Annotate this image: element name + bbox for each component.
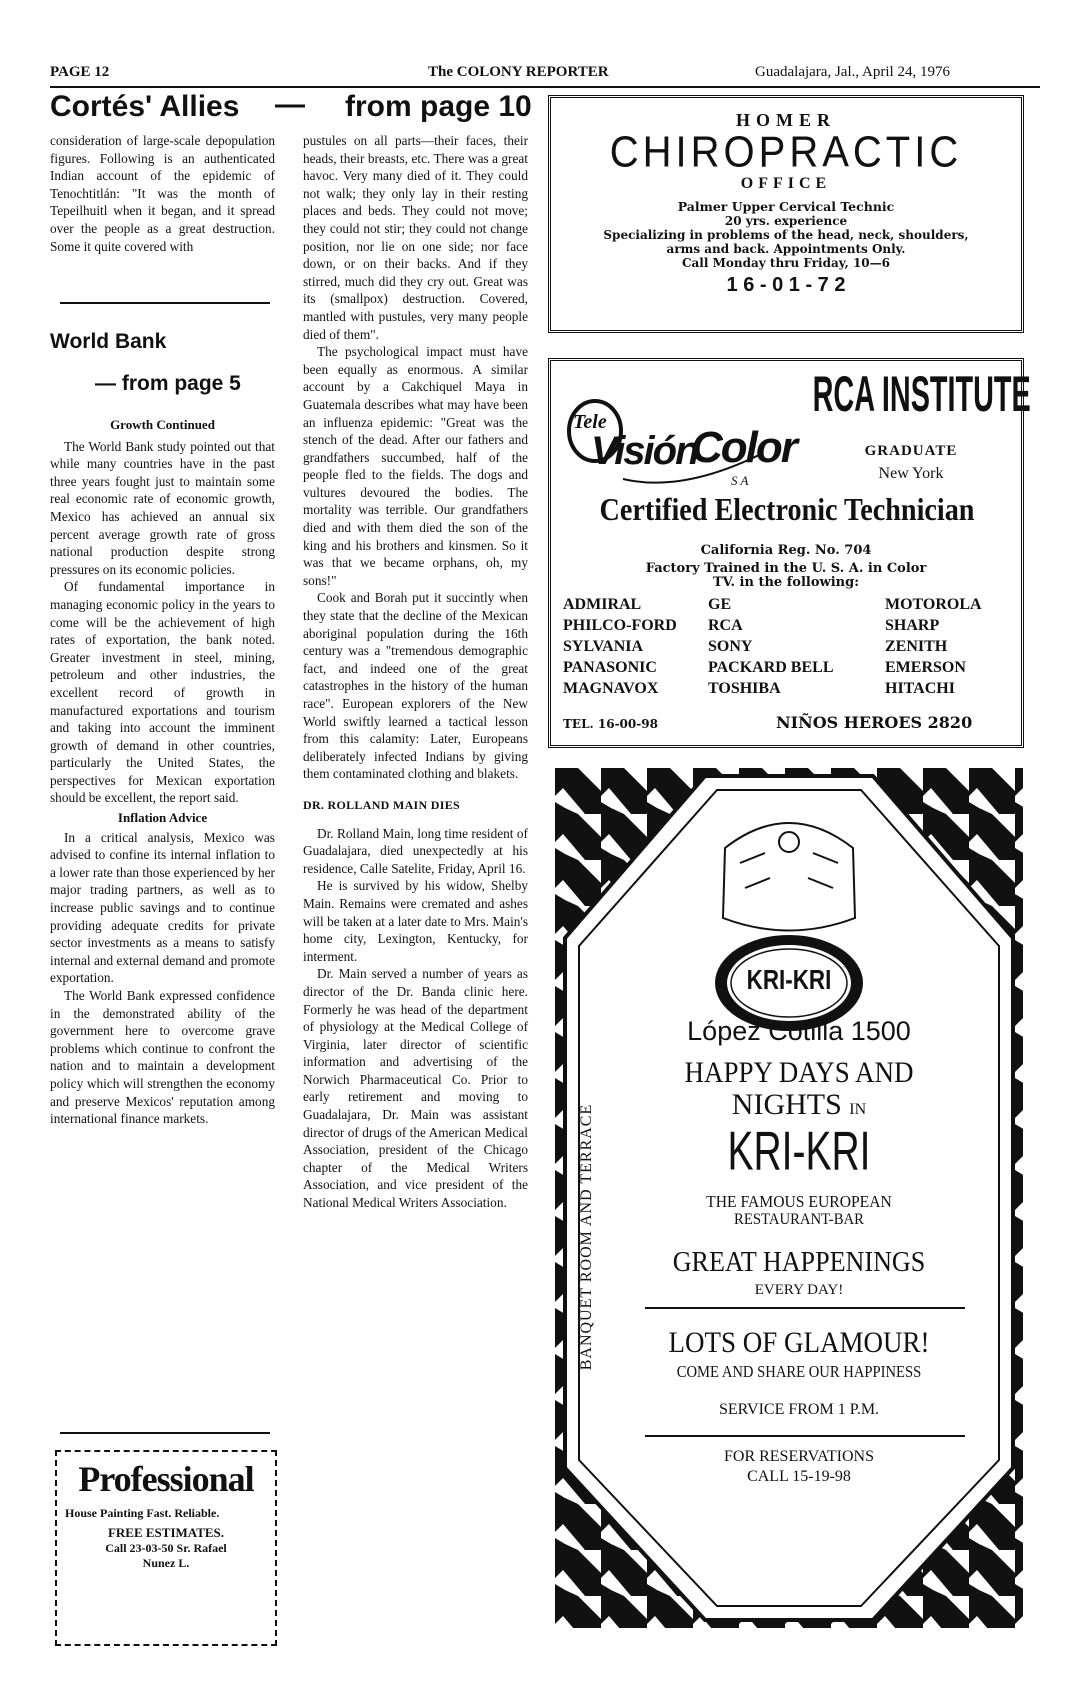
- chiro-title: CHIROPRACTIC: [609, 127, 963, 177]
- rca-brands: [563, 593, 1019, 713]
- professional-line1: House Painting Fast. Reliable.: [65, 1506, 220, 1520]
- brand: MAGNAVOX: [563, 680, 659, 697]
- professional-title: Professional: [78, 1459, 254, 1499]
- brand: ADMIRAL: [563, 596, 642, 613]
- brand: GE: [708, 596, 732, 613]
- krikri-happy2-line: [615, 1088, 983, 1122]
- brand: PHILCO-FORD: [563, 617, 677, 634]
- krikri-happy-in: IN: [849, 1101, 867, 1118]
- krikri-ad: [555, 768, 1023, 1628]
- worldbank-body: [50, 410, 275, 1128]
- worldbank-from: — from page 5: [95, 372, 241, 395]
- rca-trained2: TV. in the following:: [713, 575, 859, 590]
- krikri-service: SERVICE FROM 1 P.M.: [718, 1401, 880, 1418]
- cortes-title: Cortés' Allies: [50, 90, 240, 123]
- main-dies-para: Dr. Rolland Main, long time resident of Guadalajara, died unexpectedly at his residence, Calle Satelite, Friday, April 16.: [303, 825, 528, 876]
- chiro-line: Call Monday thru Friday, 10—6: [681, 256, 891, 270]
- rca-ad: [548, 358, 1031, 748]
- worldbank-para: The World Bank study pointed out that while many countries have in the past three years fought just to maintain some real economic rate of economic growth, Mexico has achieved an annual six percent average growth rate of gross national production despite strong pressures on its economic policies.: [50, 438, 275, 577]
- krikri-great: GREAT HAPPENINGS: [672, 1246, 926, 1278]
- cortes-col2-para: Cook and Borah put it succintly when they state that the decline of the Mexican aboriginal population during the 16th century was a "tremendous demographic fact, and indeed one of the great catastrophes in the history of the human race". European explorers of the New World swiftly learned a tactical lesson from this calamity: Later, Europeans deliberately infected Indians by giving them contaminated clothing and blakets.: [303, 590, 528, 782]
- dateline: Guadalajara, Jal., April 24, 1976: [755, 64, 950, 80]
- chiro-line: arms and back. Appointments Only.: [666, 242, 906, 256]
- televisioncolor-logo: [563, 383, 803, 493]
- brand: ZENITH: [885, 638, 948, 655]
- krikri-address: López Cotilla 1500: [687, 1016, 911, 1046]
- krikri-happy2: NIGHTS: [731, 1088, 842, 1121]
- worldbank-para: The World Bank expressed confidence in the demonstrated ability of the government here to overcome grave problems which continue to confront the nation and to maintain a development policy which will strengthen the economy and preserve Mexicos' reputation among international finance markets.: [50, 988, 275, 1127]
- krikri-side-text: BANQUET ROOM AND TERRACE: [578, 1103, 595, 1371]
- brand: PACKARD BELL: [708, 659, 834, 676]
- chiro-phone: 1 6 - 0 1 - 7 2: [726, 274, 846, 296]
- cortes-col1-para: consideration of large-scale depopulation figures. Following is an authenticated Indian account of the epidemic of Tenochtitlán: "It was the month of Tepeilhuitl when it began, and it spread over the people as a great destruction. Some it quite covered with: [50, 133, 275, 254]
- brand: SYLVANIA: [563, 638, 644, 655]
- professional-ad: [55, 1450, 277, 1646]
- rca-title: RCA INSTITUTE: [812, 367, 1031, 422]
- brand: MOTOROLA: [885, 596, 982, 613]
- brand: RCA: [708, 617, 743, 634]
- worldbank-para: Of fundamental importance in managing economic policy in the years to come will be the achievement of high rates of exportation, the bank noted. Greater investment in steel, mining, petroleum and other industries, the excellent record of growth in manufactured exportations and tourism and taking into account the imminent growth of demand in other countries, particularly the United States, the perspectives for Mexican exportation should be excellent, the report said.: [50, 579, 275, 806]
- worldbank-para: In a critical analysis, Mexico was advised to confine its internal inflation to a lower rate than those experienced by her major trading partners, as well as to increase public savings and to continue providing adequate credits for private sector investments as a means to satisfy internal and external demand and promote exportation.: [50, 829, 275, 986]
- paper-name: The COLONY REPORTER: [428, 64, 609, 80]
- professional-line2: FREE ESTIMATES.: [107, 1525, 225, 1540]
- chiro-office: OFFICE: [740, 175, 832, 192]
- professional-line4: Nunez L.: [142, 1556, 190, 1570]
- brand: TOSHIBA: [708, 680, 781, 697]
- cortes-col2: [303, 132, 528, 1212]
- brand: SHARP: [885, 617, 940, 634]
- masthead: [50, 62, 1040, 88]
- worldbank-title: World Bank: [50, 330, 167, 353]
- krikri-everyday: EVERY DAY!: [754, 1282, 844, 1298]
- chiropractic-ad: [548, 95, 1024, 333]
- krikri-call: CALL 15-19-98: [747, 1468, 851, 1485]
- brand: EMERSON: [885, 659, 966, 676]
- logo-sa: S A: [731, 473, 749, 488]
- rca-certified: Certified Electronic Technician: [599, 491, 975, 527]
- cortes-dash: —: [275, 88, 305, 121]
- logo-color: Color: [691, 423, 796, 472]
- rca-address: NIÑOS HEROES 2820: [776, 713, 973, 732]
- logo-tele: Tele: [573, 411, 607, 433]
- worldbank-subhead-inflation: Inflation Advice: [117, 810, 208, 826]
- brand: SONY: [708, 638, 753, 655]
- chiro-line: 20 yrs. experience: [724, 214, 848, 228]
- main-dies-para: He is survived by his widow, Shelby Main. Remains were cremated and ashes will be taken at a later date to Mrs. Main's home city, Lexington, Kentucky, for interment.: [303, 878, 528, 964]
- krikri-reserv: FOR RESERVATIONS: [723, 1448, 874, 1465]
- cortes-col2-para: The psychological impact must have been equally as enormous. A similar account by a Cakchiquel Maya in Guatemala describes what may have been an influenza epidemic: "Great was the stench of the dead. After our fathers and grandfathers succumbed, half of the people fled to the fields. The dogs and vultures devoured the bodies. The mortality was terrible. Our grandfathers died and with them died the son of the king and his brothers and kinsmen. So it was that we became orphans, oh, my sons!": [303, 344, 528, 588]
- brand: HITACHI: [885, 680, 955, 697]
- page-number: PAGE 12: [50, 64, 110, 80]
- krikri-badge: KRI-KRI: [746, 964, 832, 995]
- rca-graduate: GRADUATE: [864, 443, 958, 459]
- divider: [60, 1432, 270, 1434]
- krikri-share: COME AND SHARE OUR HAPPINESS: [676, 1362, 922, 1381]
- worldbank-subhead-growth: Growth Continued: [110, 417, 215, 432]
- brand: PANASONIC: [563, 659, 657, 676]
- cortes-col1: [50, 132, 275, 255]
- chiro-line: Specializing in problems of the head, neck, shoulders,: [603, 228, 969, 242]
- rca-newyork: New York: [878, 465, 944, 482]
- rca-tel: TEL. 16-00-98: [563, 717, 658, 731]
- chiro-homer: HOMER: [736, 110, 836, 130]
- logo-vision: Visión: [591, 429, 698, 473]
- krikri-name: KRI-KRI: [727, 1120, 871, 1182]
- cortes-col2-para: pustules on all parts—their faces, their heads, their breasts, etc. There was a great havoc. Very many died of it. They could not walk; they only lay in their resting places and beds. They could not move; they could not stir; they could not change position, nor lie on one side; nor face down, or on their backs. And if they stirred, much did they cry out. Great was its (smallpox) destruction. Covered, mantled with pustules, very many people died of them".: [303, 133, 528, 342]
- krikri-famous2: RESTAURANT-BAR: [734, 1211, 864, 1228]
- main-dies-para: Dr. Main served a number of years as director of the Dr. Banda clinic here. Formerly he was head of the department of physiology at the Medical College of Virginia, later director of scientific information and advertising of the Norwich Pharmaceutical Co. Prior to early retirement and moving to Guadalajara, Dr. Main was assistant director of drugs of the American Medical Association, president of the Chicago chapter of the Medical Writers Association, and vice president of the National Medical Writers Association.: [303, 966, 528, 1211]
- professional-line3: Call 23-03-50 Sr. Rafael: [105, 1541, 227, 1555]
- divider: [60, 302, 270, 304]
- rca-trained1: Factory Trained in the U. S. A. in Color: [645, 561, 927, 576]
- cortes-from: from page 10: [345, 90, 532, 123]
- krikri-glamour: LOTS OF GLAMOUR!: [668, 1326, 930, 1359]
- chiro-line: Palmer Upper Cervical Technic: [677, 199, 895, 214]
- krikri-famous1: THE FAMOUS EUROPEAN: [706, 1192, 892, 1211]
- krikri-happy1: HAPPY DAYS AND: [684, 1056, 914, 1089]
- main-dies-title: DR. ROLLAND MAIN DIES: [303, 797, 460, 812]
- rca-reg: California Reg. No. 704: [700, 543, 872, 558]
